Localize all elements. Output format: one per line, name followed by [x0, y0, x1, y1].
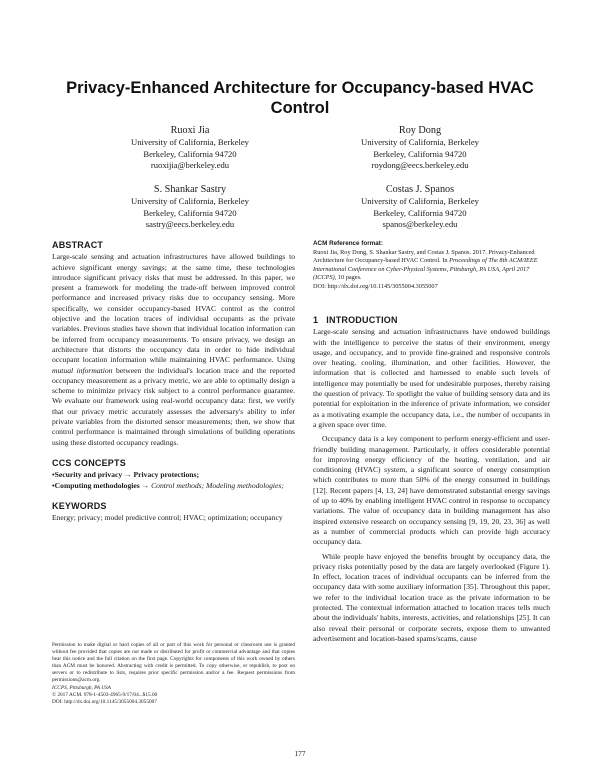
keywords-heading: KEYWORDS [52, 500, 107, 511]
reference-text-part: 10 pages. [336, 274, 362, 281]
author-block [320, 124, 520, 172]
abstract-text [52, 252, 295, 448]
right-column [313, 240, 550, 644]
abstract-heading: ABSTRACT [52, 240, 104, 250]
reference-format-text [313, 249, 550, 283]
acm-copyright: © 2017 ACM. 978-1-4503-4965-9/17/04...$15.00 [52, 691, 158, 698]
page-number: 177 [294, 749, 306, 758]
copyright-notice [52, 642, 295, 706]
ccs-heading: CCS CONCEPTS [52, 457, 126, 468]
abstract-text-part: Large-scale sensing and actuation infrastructures have allowed buildings to achieve significant energy savings; at the same time, these technologies introduce significant privacy risks that must be addressed. In this paper, we present a framework for modeling the trade-off between improved control performance and increased privacy risks due to occupancy sensing. More specifically, we consider occupancy-based HVAC control as the control objective and the location traces of individual occupants as the private variables. Previous studies have shown that individual location information can be inferred from occupancy measurements. To ensure privacy, we design an architecture that distorts the occupancy data in order to hide individual occupant location information while maintaining HVAC performance. Using [52, 252, 295, 365]
paper-title: Privacy-Enhanced Architecture for Occupancy-based HVAC Control [66, 79, 534, 117]
author-block [90, 183, 290, 231]
intro-paragraph: Occupancy data is a key component to perform energy-efficient and user-friendly building management. Particularly, it offers considerable potential for improving energy efficiency of the heating, ventilation, and air conditioning (HVAC) system, a significant source of energy consumption which contributes to more than 50% of the energy consumed in buildings [12]. Recent papers [4, 13, 24] have demonstrated substantial energy savings of up to 40% by enabling intelligent HVAC control in response to occupancy variations. The value of occupancy data in building management has also inspired extensive research on occupancy sensing [9, 19, 20, 23, 36] as well as a number of commercial products which can provide high accuracy occupancy data. [313, 434, 550, 547]
reference-emphasis: Proceedings of The 8th ACM/IEEE International Conference on Cyber-Physical Systems, Pittsburgh, PA USA, April 2017 (ICCPS), [313, 257, 538, 281]
ccs-item-detail: Control methods; Modeling methodologies; [151, 480, 284, 490]
author-block [320, 183, 520, 231]
author-affiliation: University of California, Berkeley [131, 137, 249, 147]
abstract-emphasis: mutual information [52, 365, 113, 375]
author-affiliation: University of California, Berkeley [131, 196, 249, 206]
author-location: Berkeley, California 94720 [143, 207, 237, 218]
left-column [52, 240, 295, 523]
reference-text-part: Ruoxi Jia, Roy Dong, S. Shankar Sastry, and Costas J. Spanos. 2017. Privacy-Enhanced Architecture for Occupancy-based HVAC Control. In [313, 248, 535, 264]
intro-paragraph: Large-scale sensing and actuation infrastructures have endowed buildings with the intelligence to perceive the status of their environment, energy usage, and occupancy, and to provide fine-grained and responsive controls over heating, cooling, illumination, and other facilities. However, the information that is collected and harnessed to enable such levels of intelligence may potentially be used for undesirable purposes, thereby raising the question of privacy. To spotlight the value of building sensory data and its potential for exploitation in the inference of private information, we consider as a motivating example the occupancy data, i.e., the number of occupants in a given space over time. [313, 327, 550, 429]
author-location: Berkeley, California 94720 [373, 207, 467, 218]
doi: DOI: http://dx.doi.org/10.1145/3055004.3055007 [52, 698, 157, 705]
permission-text: Permission to make digital or hard copies of all or part of this work for personal or classroom use is granted without fee provided that copies are not made or distributed for profit or commercial advantage and that copies bear this notice and the full citation on the first page. Copyrights for components of this work owned by others than ACM must be honored. Abstracting with credit is permitted. To copy otherwise, or republish, to post on servers or to redistribute to lists, requires prior specific permission and/or a fee. Request permissions from permissions@acm.org. [52, 642, 295, 684]
author-affiliation: University of California, Berkeley [361, 196, 479, 206]
author-email: sastry@eecs.berkeley.edu [145, 219, 235, 229]
author-location: Berkeley, California 94720 [143, 148, 237, 159]
conference-venue: ICCPS, Pittsburgh, PA USA [52, 684, 111, 691]
ccs-item: •Computing methodologies → [52, 480, 150, 490]
author-email: ruoxijia@berkeley.edu [150, 160, 230, 170]
intro-paragraph: While people have enjoyed the benefits brought by occupancy data, the privacy risks potentially posed by the data are largely overlooked (Figure 1). In effect, location traces of individual occupants can be inferred from the occupancy data with some auxiliary information [35]. Throughout this paper, we refer to the individual location trace as the private information to be protected. The contextual information attached to location traces tells much about the individuals' habits, interests, activities, and relationships [25]. It can also reveal their personal or corporate secrets, expose them to unwanted advertisement and location-based spams/scams, cause [313, 551, 550, 643]
author-email: roydong@eecs.berkeley.edu [371, 160, 469, 170]
author-name: Roy Dong [398, 125, 442, 136]
keywords-text: Energy; privacy; model predictive control; HVAC; optimization; occupancy [52, 513, 283, 523]
ccs-item: •Security and privacy → Privacy protections; [52, 470, 199, 480]
author-block [90, 124, 290, 172]
reference-format [313, 240, 550, 291]
introduction-heading: 1 INTRODUCTION [313, 315, 398, 325]
author-name: Ruoxi Jia [170, 125, 210, 136]
reference-doi: DOI: http://dx.doi.org/10.1145/3055004.3055007 [313, 282, 438, 290]
author-location: Berkeley, California 94720 [373, 148, 467, 159]
author-affiliation: University of California, Berkeley [361, 137, 479, 147]
abstract-text-part: between the individual's location trace and the reported occupancy measurement as a privacy metric, we are able to optimally design a scheme to minimize privacy risk subject to a control performance guarantee. We evaluate our framework using real-world occupancy data: first, we verify that our privacy metric accurately assesses the adversary's ability to infer private variables from the distorted sensor measurements; then, we show that control performance is maintained through simulations of building operations using these distorted occupancy readings. [52, 365, 295, 447]
reference-format-heading: ACM Reference format: [313, 240, 383, 247]
author-name: S. Shankar Sastry [153, 184, 227, 195]
ccs-concepts [52, 470, 295, 491]
author-name: Costas J. Spanos [385, 184, 455, 195]
author-email: spanos@berkeley.edu [382, 219, 458, 229]
